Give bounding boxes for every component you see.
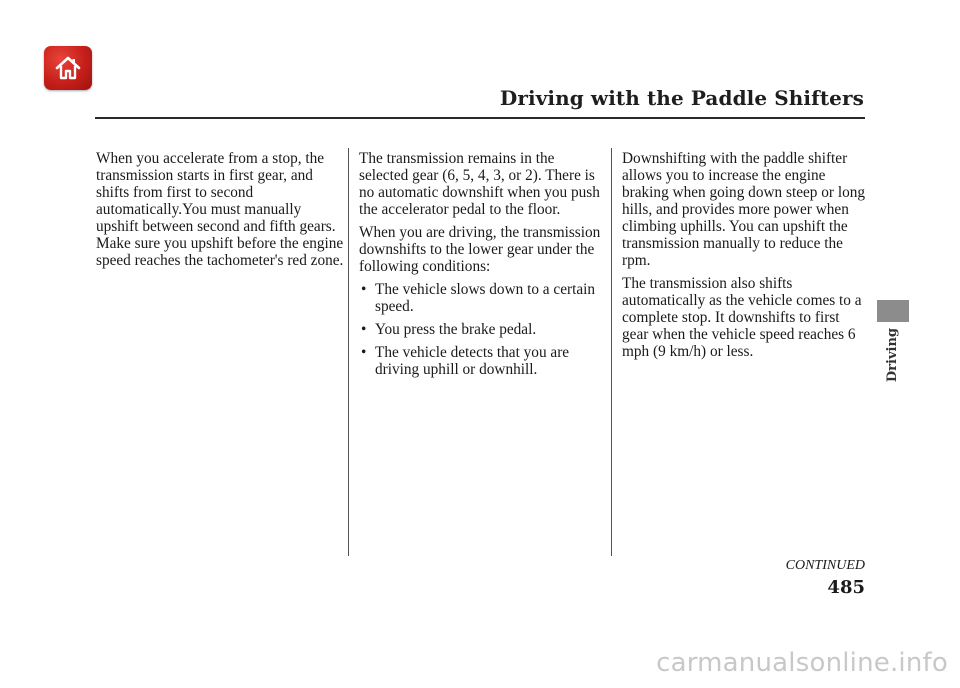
title-rule: [95, 117, 865, 119]
column-3: [622, 150, 867, 366]
chapter-tab-marker[interactable]: [877, 300, 909, 322]
paragraph: Downshifting with the paddle shifter allows you to increase the engine braking when going down steep or long hills, and provides more power when climbing uphills. You can upshift the transmission manually to reduce the rpm.: [622, 150, 866, 269]
conditions-list: [359, 281, 607, 378]
home-icon: [53, 53, 83, 83]
column-divider: [611, 148, 612, 556]
page-number: 485: [827, 577, 865, 598]
bullet-icon: •: [361, 281, 367, 298]
continued-label: CONTINUED: [785, 558, 865, 573]
section-title: Driving with the Paddle Shifters: [499, 86, 864, 110]
list-item: [359, 281, 607, 315]
bullet-icon: •: [361, 321, 367, 338]
list-item: [359, 321, 607, 338]
list-item-text: The vehicle detects that you are driving uphill or downhill.: [375, 344, 570, 378]
list-item-text: You press the brake pedal.: [375, 321, 537, 338]
paragraph: When you are driving, the transmission downshifts to the lower gear under the following conditions:: [359, 224, 601, 275]
paragraph: The transmission remains in the selected gear (6, 5, 4, 3, or 2). There is no automatic downshift when you push the accelerator pedal to the floor.: [359, 150, 600, 218]
bullet-icon: •: [361, 344, 367, 361]
paragraph: The transmission also shifts automatically as the vehicle comes to a complete stop. It downshifts to first gear when the vehicle speed reaches 6 mph (9 km/h) or less.: [622, 275, 862, 360]
column-2: [359, 150, 607, 384]
column-divider: [348, 148, 349, 556]
watermark: carmanualsonline.info: [656, 648, 948, 678]
chapter-tab-label[interactable]: Driving: [885, 328, 900, 383]
column-1: [96, 150, 344, 275]
home-button[interactable]: [44, 46, 92, 90]
paragraph: When you accelerate from a stop, the transmission starts in first gear, and shifts from first to second automatically.You must manually upshift between second and fifth gears. Make sure you upshift before the engine speed reaches the tachometer's red zone.: [96, 150, 344, 269]
list-item: [359, 344, 607, 378]
list-item-text: The vehicle slows down to a certain speed.: [375, 281, 596, 315]
